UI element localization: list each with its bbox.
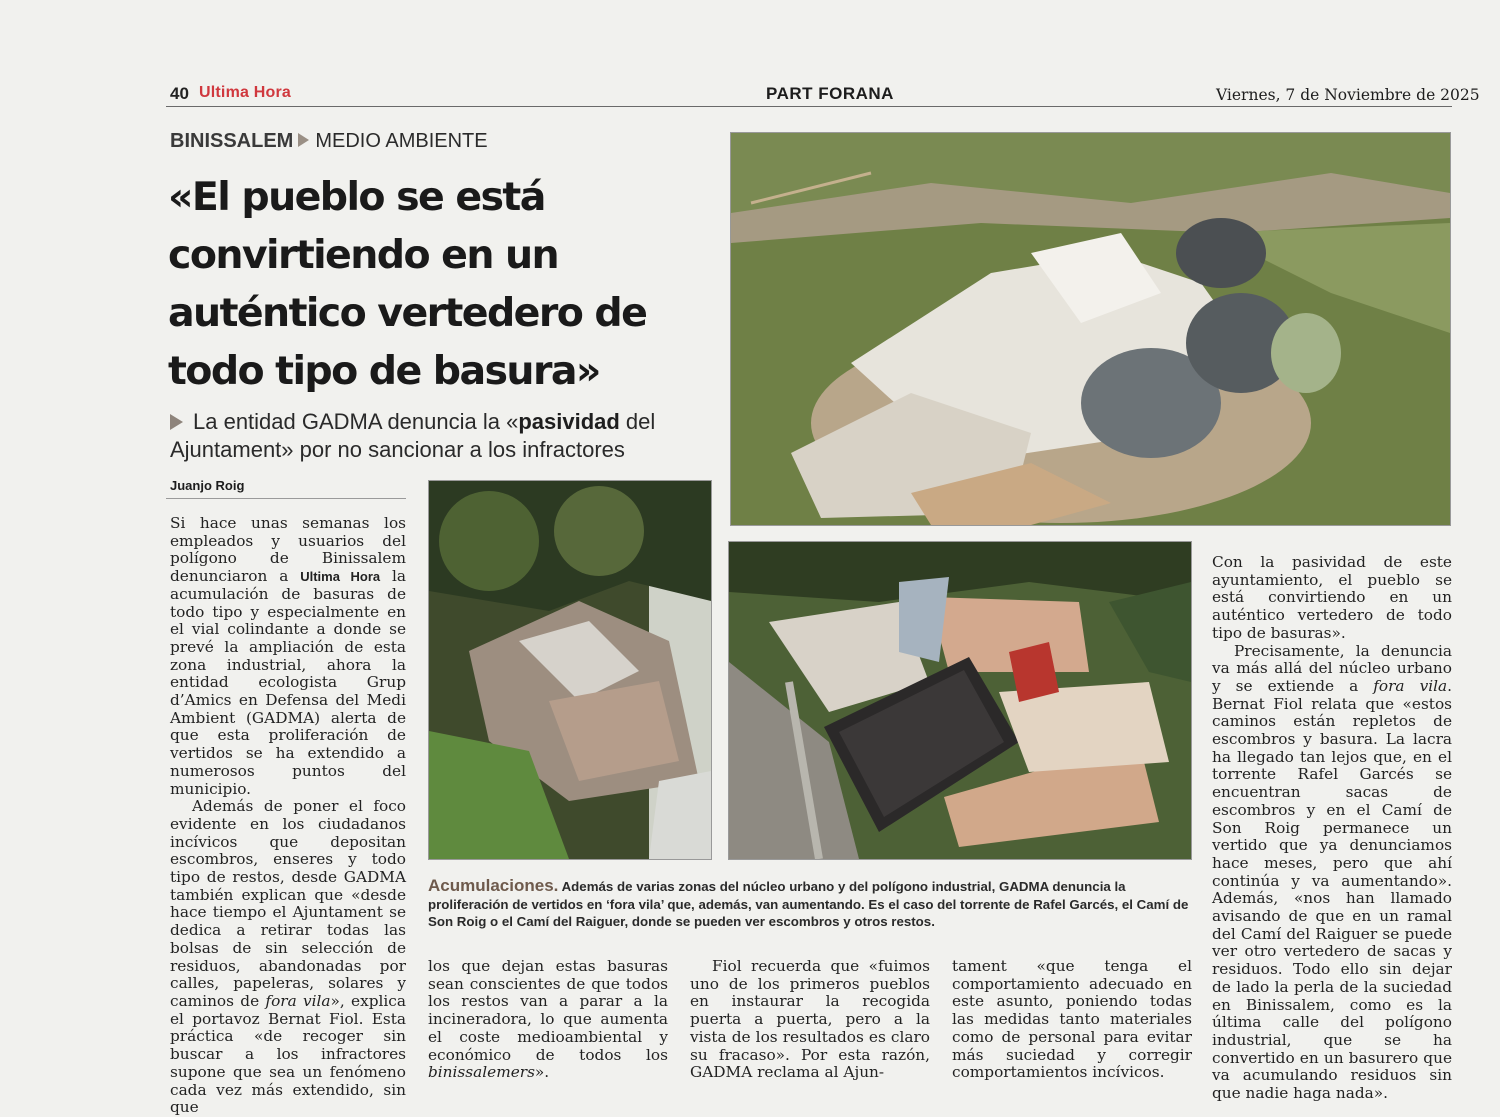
article-column-3 — [690, 958, 930, 1082]
subhead — [170, 408, 720, 464]
text-run: . Bernat Fiol relata que «estos caminos están repletos de escombros y basura. La lacra ha llegado tan lejos que, en el torrente Rafel Garcés se encuentran sacas de escombros y en el Camí de Son Roig permanece un vertido que ya denunciamos hace meses, pero que ahí continúa y va aumentando». Además, «nos han llamado avisando de que en un ramal del Camí del Raiguer se puede ver otro vertedero de sacas y residuos. Todo ello sin dejar de lado la perla de la suciedad en Binissalem, como es la última calle del polígono industrial, que se ha convertido en un basurero que va acumulando residuos sin que nadie haga nada». — [1212, 676, 1452, 1103]
text-run: Si hace unas semanas los empleados y usuarios del polígono de Binissalem denunciaron a — [170, 514, 406, 586]
newspaper-mention: Ultima Hora — [300, 569, 381, 585]
paragraph — [170, 798, 406, 1117]
rubble-pile-image — [731, 133, 1450, 525]
italic-run: fora vila — [265, 991, 331, 1010]
triangle-icon — [170, 414, 183, 430]
caption-text: Además de varias zonas del núcleo urbano y del polígono industrial, GADMA denuncia la proliferación de vertidos en ‘fora vila’ que, además, van aumentando. Es el caso del torrente de Rafel Garcés, el Camí de Son Roig o el Camí del Raiguer, donde se pueden ver escombros y otros restos. — [428, 879, 1189, 930]
article-column-4 — [952, 958, 1192, 1082]
header-rule — [166, 106, 1452, 107]
byline-rule — [166, 498, 406, 499]
page-number: 40 — [170, 84, 189, 103]
paragraph: Fiol recuerda que «fuimos uno de los primeros pueblos en instaurar la recogida puerta a puerta, pero a la vista de los resultados es claro su fracaso». Por esta razón, GADMA reclama al Ajun- — [690, 957, 930, 1082]
italic-run: binissalemers — [428, 1063, 535, 1082]
article-column-1 — [170, 515, 406, 1117]
text-run: », explica el portavoz Bernat Fiol. Esta práctica «de recoger sin buscar a los infractores supone que sea un fenómeno cada vez más extendido, sin que — [170, 991, 406, 1117]
text-run: ». — [534, 1063, 550, 1082]
debris-vegetation-image — [429, 481, 711, 859]
photo-caption — [428, 877, 1193, 931]
byline: Juanjo Roig — [170, 478, 245, 493]
text-run: Precisamente, la denuncia va más allá del núcleo urbano y se extiende a — [1212, 641, 1452, 695]
kicker-place: BINISSALEM — [170, 130, 294, 152]
paragraph: Con la pasividad de este ayuntamiento, el pueblo se está convirtiendo en un auténtico vertedero de todo tipo de basuras». — [1212, 553, 1452, 642]
text-run: Además de poner el foco evidente en los ciudadanos incívicos que depositan escombros, enseres y todo tipo de restos, desde GADMA también explican que «desde hace tiempo el Ajuntament se dedica a retirar todas las bolsas de sin selección de residuos, abandonadas por calles, papeleras, solares y caminos de — [170, 797, 406, 1010]
triangle-icon — [298, 133, 309, 147]
issue-date: Viernes, 7 de Noviembre de 2025 — [1216, 86, 1480, 104]
paragraph — [170, 515, 406, 798]
text-run: los que dejan estas basuras sean conscientes de que todos los restos van a parar a la incineradora, lo que aumenta el coste medioambiental y económico de todos los — [428, 957, 668, 1064]
text-run: la acumulación de basuras de todo tipo y especialmente en el vial colindante a donde se prevé la ampliación de esta zona industrial, ahora la entidad ecologista Grup d’Amics en Defensa del Medi Ambient (GADMA) alerta de que esta proliferación de vertidos se ha extendido a numerosos puntos del municipio. — [170, 567, 407, 798]
photo-rubble-pile — [730, 132, 1451, 526]
suitcase-boxes-image — [729, 542, 1191, 859]
newspaper-name: Ultima Hora — [199, 84, 291, 101]
kicker-topic: MEDIO AMBIENTE — [315, 130, 488, 152]
photo-suitcase-boxes — [728, 541, 1192, 860]
paragraph: tament «que tenga el comportamiento adecuado en este asunto, poniendo todas las medidas tanto materiales como de personal para evitar más suciedad y corregir comportamientos incívicos. — [952, 957, 1192, 1082]
kicker — [170, 130, 488, 153]
article-column-5 — [1212, 554, 1452, 1103]
subhead-after: del Ajuntament» por no sancionar a los infractores — [170, 409, 656, 462]
subhead-before: La entidad GADMA denuncia la « — [193, 409, 519, 434]
article-column-2 — [428, 958, 668, 1082]
paragraph — [1212, 643, 1452, 1103]
paragraph — [428, 958, 668, 1082]
photo-debris-vegetation — [428, 480, 712, 860]
italic-run: fora vila — [1373, 676, 1448, 695]
caption-lead: Acumulaciones. — [428, 876, 559, 895]
headline: «El pueblo se está convirtiendo en un auténtico vertedero de todo tipo de basura» — [168, 174, 647, 394]
section-title: PART FORANA — [766, 84, 894, 103]
subhead-bold: pasividad — [518, 409, 620, 434]
